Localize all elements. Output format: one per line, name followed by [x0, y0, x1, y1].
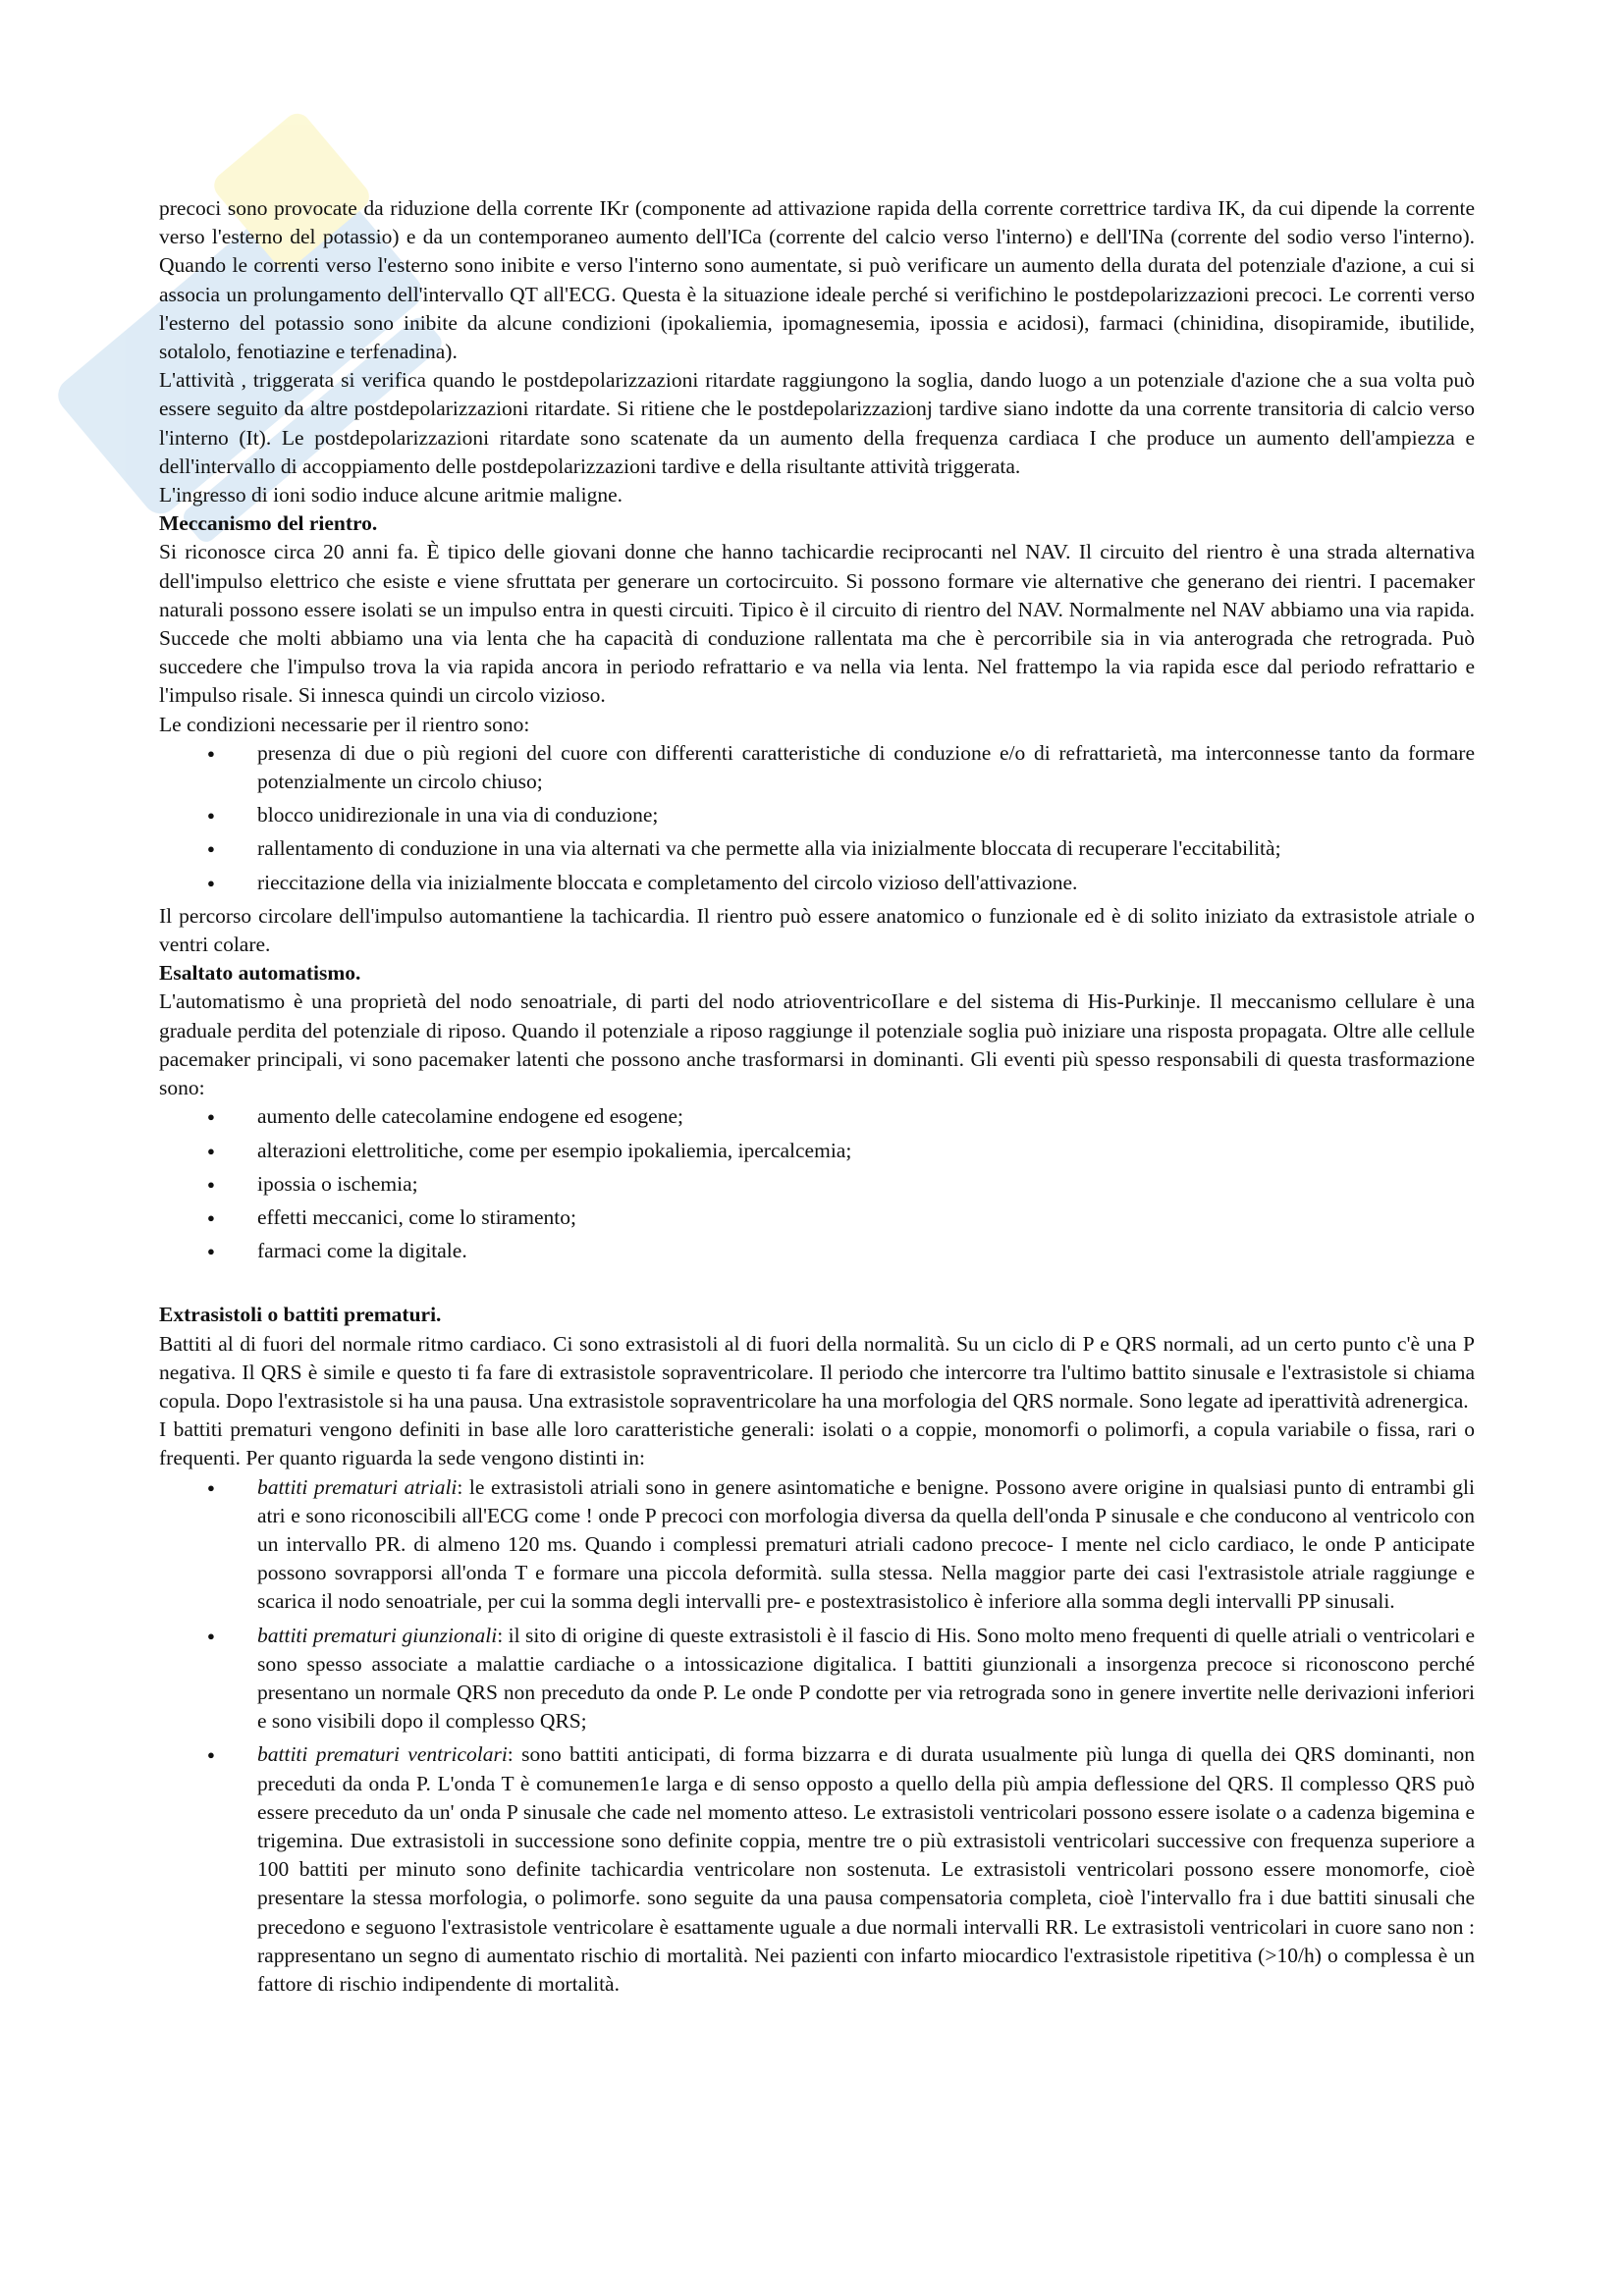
- paragraph: Battiti al di fuori del normale ritmo cardiaco. Ci sono extrasistoli al di fuori della normalità. Su un ciclo di P e QRS normali, ad un certo punto c'è una P negativa. Il QRS è simile e questo ti fa fare di extrasistole sopraventricolare. Il periodo che intercorre tra l'ultimo battito sinusale e l'extrasistole si chiama copula. Dopo l'extrasistole si ha una pausa. Una extrasistole sopraventricolare ha una morfologia del QRS normale. Sono legate ad iperattività adrenergica.: [159, 1331, 1475, 1413]
- list-item: [257, 1740, 1475, 1999]
- list-item-term: battiti prematuri giunzionali: [257, 1623, 498, 1647]
- list-item: [257, 1473, 1475, 1617]
- list-item: ● farmaci come la digitale.: [257, 1237, 1475, 1265]
- section-heading-extrasistoli: Extrasistoli o battiti prematuri.: [159, 1303, 442, 1327]
- bullet-list-rientro: [159, 739, 1475, 897]
- list-item-term: battiti prematuri ventricolari: [257, 1742, 508, 1767]
- list-item: ● alterazioni elettrolitiche, come per esempio ipokaliemia, ipercalcemia;: [257, 1137, 1475, 1165]
- list-item: ● blocco unidirezionale in una via di conduzione;: [257, 801, 1475, 829]
- bullet-list-extrasistoli: [159, 1473, 1475, 2000]
- paragraph: I battiti prematuri vengono definiti in base alle loro caratteristiche generali: isolati o a coppie, monomorfi o polimorfi, a copula variabile o fissa, rari o frequenti. Per quanto riguarda la sede vengono distinti in:: [159, 1417, 1475, 1470]
- paragraph: L'ingresso di ioni sodio induce alcune aritmie maligne.: [159, 483, 623, 507]
- list-item-term: battiti prematuri atriali: [257, 1474, 458, 1499]
- list-item: ● aumento delle catecolamine endogene ed esogene;: [257, 1102, 1475, 1131]
- list-item: ● rallentamento di conduzione in una via alternati va che permette alla via inizialmente bloccata di recuperare l'eccitabilità;: [257, 834, 1475, 863]
- list-item: ● presenza di due o più regioni del cuore con differenti caratteristiche di conduzione e/o di refrattarietà, ma interconnesse tanto da formare potenzialmente un circolo chiuso;: [257, 739, 1475, 796]
- section-heading-rientro: Meccanismo del rientro.: [159, 511, 378, 536]
- paragraph: Si riconosce circa 20 anni fa. È tipico delle giovani donne che hanno tachicardie reciprocanti nel NAV. Il circuito del rientro è una strada alternativa dell'impulso elettrico che esiste e viene sfruttata per generare un cortocircuito. Si possono formare vie alternative che generano dei rientri. I pacemaker naturali possono essere isolati se un impulso entra in questi circuiti. Tipico è il circuito di rientro del NAV. Normalmente nel NAV abbiamo una via rapida. Succede che molti abbiamo una via lenta che ha capacità di conduzione rallentata ma che è percorribile sia in via anterograda che retrograda. Può succedere che l'impulso trova la via rapida ancora in periodo refrattario e va nella via lenta. Nel frattempo la via rapida esce dal periodo refrattario e l'impulso risale. Si innesca quindi un circolo vizioso.: [159, 540, 1475, 708]
- bullet-list-automatismo: [159, 1102, 1475, 1265]
- list-item: ● ipossia o ischemia;: [257, 1170, 1475, 1199]
- paragraph: precoci sono provocate da riduzione della corrente IKr (componente ad attivazione rapida della corrente correttrice tardiva IK, da cui dipende la corrente verso l'esterno del potassio) e da un contemporaneo aumento dell'ICa (corrente del calcio verso l'interno) e dell'INa (corrente del sodio verso l'interno). Quando le correnti verso l'esterno sono inibite e verso l'interno sono aumentate, si può verificare un aumento della durata del potenziale d'azione, a cui si associa un prolungamento dell'intervallo QT all'ECG. Questa è la situazione ideale perché si verifichino le postdepolarizzazioni precoci. Le correnti verso l'esterno del potassio sono inibite da alcune condizioni (ipokaliemia, ipomagnesemia, ipossia e acidosi), farmaci (chinidina, disopiramide, ibutilide, sotalolo, fenotiazine e terfenadina).: [159, 196, 1475, 364]
- paragraph: Le condizioni necessarie per il rientro sono:: [159, 712, 530, 736]
- document-body: [159, 194, 1475, 2003]
- paragraph: L'attività , triggerata si verifica quando le postdepolarizzazioni ritardate raggiungono la soglia, dando luogo a un potenziale d'azione che a sua volta può essere seguito da altre postdepolarizzazioni ritardate. Si ritiene che le postdepolarizzazionj tardive siano indotte da una corrente transitoria di calcio verso l'interno (It). Le postdepolarizzazioni ritardate sono scatenate da un aumento della frequenza cardiaca I che produce un aumento dell'ampiezza e dell'intervallo di accoppiamento delle postdepolarizzazioni tardive e della risultante attività triggerata.: [159, 368, 1475, 478]
- paragraph: Il percorso circolare dell'impulso automantiene la tachicardia. Il rientro può essere anatomico o funzionale ed è di solito iniziato da extrasistole atriale o ventri colare.: [159, 903, 1475, 957]
- list-item: [257, 1622, 1475, 1736]
- spacer: [159, 1270, 1475, 1301]
- list-item: ● rieccitazione della via inizialmente bloccata e completamento del circolo vizioso dell'attivazione.: [257, 869, 1475, 897]
- list-item-text: : le extrasistoli atriali sono in genere asintomatiche e benigne. Possono avere origine in qualsiasi punto di entrambi gli atri e sono riconoscibili all'ECG come ! onde P precoci con morfologia diversa da quella dell'onda P sinusale e che conducono al ventricolo con un intervallo PR. di almeno 120 ms. Quando i complessi prematuri atriali cadono precoce- I mente nel ciclo cardiaco, le onde P anticipate possono sovrapporsi all'onda T e formare una piccola deformità. sulla stessa. Nella maggior parte dei casi l'extrasistole atriale raggiunge e scarica il nodo senoatriale, per cui la somma degli intervalli pre- e postextrasistolico è inferiore alla somma degli intervalli PP sinusali.: [257, 1474, 1475, 1614]
- list-item-text: : il sito di origine di queste extrasistoli è il fascio di His. Sono molto meno frequenti di quelle atriali o ventricolari e sono spesso associate a malattie cardiache o a intossicazione digitalica. I battiti giunzionali a insorgenza precoce si riconoscono perché presentano un normale QRS non preceduto da onde P. Le onde P condotte per via retrograda sono in genere invertite nelle derivazioni inferiori e sono visibili dopo il complesso QRS;: [257, 1623, 1475, 1734]
- list-item-text: : sono battiti anticipati, di forma bizzarra e di durata usualmente più lunga di quella dei QRS dominanti, non preceduti da onda P. L'onda T è comunemen1e larga e di senso opposto a quello della più ampia deflessione del QRS. Il complesso QRS può essere preceduto da un' onda P sinusale che cade nel momento atteso. Le extrasistoli ventricolari possono essere isolate o a cadenza bigemina e trigemina. Due extrasistoli in successione sono definite coppia, mentre tre o più extrasistoli ventricolari successive con frequenza superiore a 100 battiti per minuto sono definite tachicardia ventricolare non sostenuta. Le extrasistoli ventricolari possono essere monomorfe, cioè presentare la stessa morfologia, o polimorfe. sono seguite da una pausa compensatoria completa, cioè l'intervallo fra i due battiti sinusali che precedono e seguono l'extrasistole ventricolare è esattamente uguale a due normali intervalli RR. Le extrasistoli ventricolari in cuore sano non : rappresentano un segno di aumentato rischio di mortalità. Nei pazienti con infarto miocardico l'extrasistole ripetitiva (>10/h) o complessa è un fattore di rischio indipendente di mortalità.: [257, 1742, 1475, 1996]
- section-heading-automatismo: Esaltato automatismo.: [159, 961, 361, 986]
- paragraph: L'automatismo è una proprietà del nodo senoatriale, di parti del nodo atrioventricoIlare e del sistema di His-Purkinje. Il meccanismo cellulare è una graduale perdita del potenziale di riposo. Quando il potenziale a riposo raggiunge il potenziale soglia può iniziare una risposta propagata. Oltre alle cellule pacemaker principali, vi sono pacemaker latenti che possono anche trasformarsi in dominanti. Gli eventi più spesso responsabili di questa trasformazione sono:: [159, 989, 1475, 1100]
- list-item: ● effetti meccanici, come lo stiramento;: [257, 1203, 1475, 1232]
